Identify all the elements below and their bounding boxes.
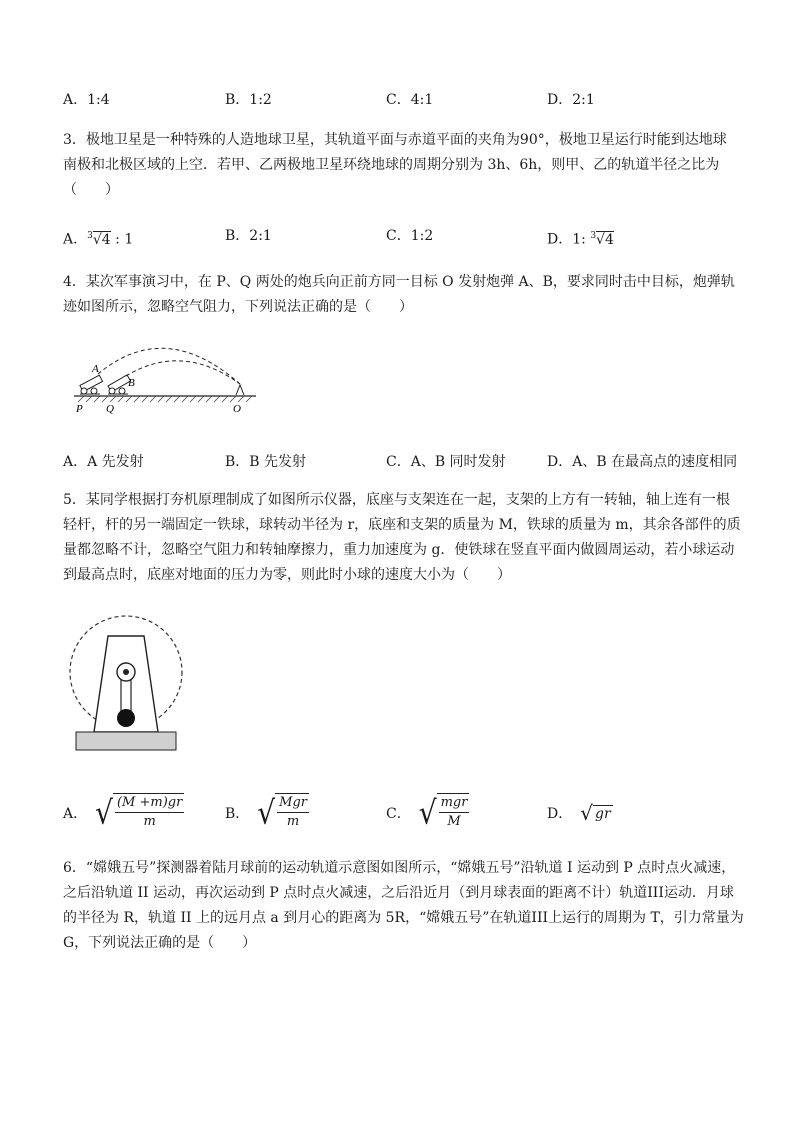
q5-option-a[interactable]: A． √ $\frac{(M +m)gr}{m}$: [63, 793, 183, 832]
cannon-p: [80, 375, 103, 394]
q4-stem: [63, 270, 733, 320]
q5-option-d[interactable]: D． √ gr: [547, 801, 611, 825]
q5-option-c-numerator: mgr: [439, 794, 470, 813]
q3-option-a[interactable]: A．$^3$√4 : 1: [63, 231, 134, 248]
q3-line2: 南极和北极区域的上空．若甲、乙两极地卫星环绕地球的周期分别为 3h、6h，则甲、乙的轨道半径之比为: [63, 157, 720, 173]
q2-option-b[interactable]: B．1:2: [225, 92, 272, 108]
q3-option-a-root-index: 3: [87, 231, 93, 241]
q3-option-d[interactable]: D．1: $^3$√4: [547, 231, 614, 248]
q3-option-d-label: D．1:: [547, 231, 591, 248]
q6-stem: [63, 856, 744, 956]
q5-option-b[interactable]: B． √ $\frac{\text{Mgr}}{m}$: [225, 793, 307, 832]
q3-option-d-root-value: 4: [604, 231, 614, 248]
q5-option-b-numerator: Mgr: [277, 794, 309, 813]
label-b: B: [128, 377, 135, 389]
q5-option-d-label: D．: [547, 806, 573, 822]
label-q: Q: [106, 403, 114, 415]
q5-option-b-denominator: m: [286, 814, 300, 829]
q2-option-a[interactable]: A．1:4: [63, 92, 110, 108]
q4-option-b[interactable]: B．B 先发射: [225, 454, 307, 470]
q3-stem: [63, 128, 733, 203]
q3-option-b[interactable]: B．2:1: [225, 228, 272, 244]
label-p: P: [76, 403, 83, 415]
q4-option-d[interactable]: D．A、B 在最高点的速度相同: [547, 454, 738, 470]
q3-option-a-label: A．: [63, 231, 88, 248]
q3-option-a-tail: : 1: [110, 231, 134, 248]
q5-option-b-label: B．: [225, 806, 250, 822]
q4-line1: 4．某次军事演习中，在 P、Q 两处的炮兵向正前方同一目标 O 发射炮弹 A、B，要求同时击中目标，炮弹轨: [63, 274, 735, 290]
q6-line1: 6．“嫦娥五号”探测器着陆月球前的运动轨道示意图如图所示，“嫦娥五号”沿轨道 I 运动到 P 点时点火减速，: [63, 860, 736, 876]
q6-line4: G，下列说法正确的是（ ）: [63, 935, 257, 951]
q5-line2: 轻杆，杆的另一端固定一铁球，球转动半径为 r，底座和支架的质量为 M，铁球的质量为 m，其余各部件的质: [63, 517, 741, 533]
q5-option-a-label: A．: [63, 806, 88, 822]
q3-option-d-root-index: 3: [590, 231, 597, 241]
q2-option-d[interactable]: D．2:1: [547, 92, 595, 108]
q4-option-c[interactable]: C．A、B 同时发射: [386, 454, 506, 470]
q3-line1: 3．极地卫星是一种特殊的人造地球卫星，其轨道平面与赤道平面的夹角为90°，极地卫星运行时能到达地球: [63, 132, 727, 148]
trajectory-b: [126, 361, 240, 384]
q5-option-c[interactable]: C． √ $\frac{\text{mgr}}{M}$: [386, 793, 468, 832]
label-o: O: [233, 403, 241, 415]
q3-line3: （ ）: [63, 182, 119, 198]
q5-figure-tamper-device: [64, 608, 188, 756]
q5-stem: [63, 488, 741, 588]
q5-line4: 到最高点时，底座对地面的压力为零，则此时小球的速度大小为（ ）: [63, 567, 511, 583]
q5-line1: 5．某同学根据打夯机原理制成了如图所示仪器，底座与支架连在一起，支架的上方有一转轴，轴上连有一根: [63, 492, 730, 508]
q3-option-c[interactable]: C．1:2: [386, 228, 434, 244]
label-a: A: [92, 363, 99, 375]
q5-option-c-denominator: M: [447, 814, 461, 829]
q6-line3: 的半径为 R，轨道 II 上的远月点 a 到月心的距离为 5R，“嫦娥五号”在轨道III上运行的周期为 T，引力常量为: [63, 910, 744, 926]
q4-line2: 迹如图所示，忽略空气阻力，下列说法正确的是（ ）: [63, 299, 413, 315]
trajectory-a: [98, 348, 240, 384]
q4-figure-cannon-trajectories: [70, 340, 260, 420]
q5-line3: 量都忽略不计，忽略空气阻力和转轴摩擦力，重力加速度为 g．使铁球在竖直平面内做圆周运动，若小球运动: [63, 542, 735, 558]
q2-option-c[interactable]: C．4:1: [386, 92, 434, 108]
q5-option-a-denominator: m: [143, 814, 156, 829]
q5-option-c-label: C．: [386, 806, 411, 822]
q3-option-a-root-value: 4: [101, 231, 111, 248]
q4-option-a[interactable]: A．A 先发射: [63, 454, 144, 470]
q5-option-d-expression: gr: [594, 805, 611, 822]
q5-option-a-numerator: (M +m)gr: [115, 794, 184, 813]
q6-line2: 之后沿轨道 II 运动，再次运动到 P 点时点火减速，之后沿近月（到月球表面的距离不计）轨道III运动．月球: [63, 885, 734, 901]
